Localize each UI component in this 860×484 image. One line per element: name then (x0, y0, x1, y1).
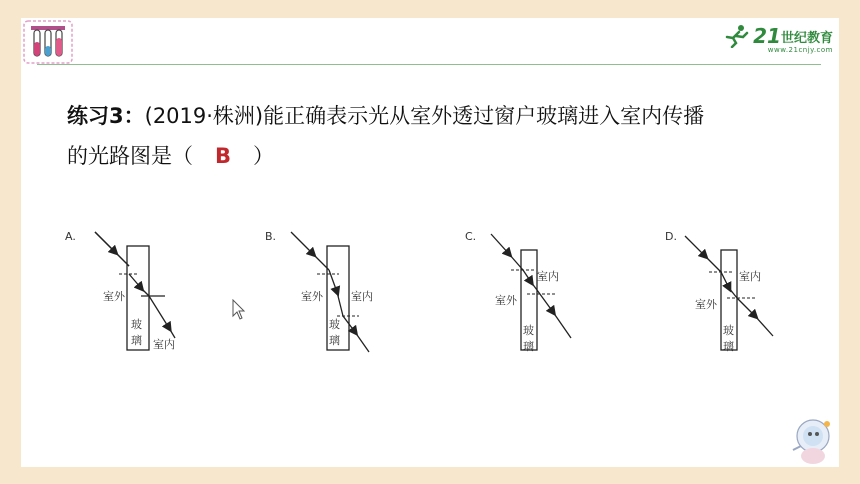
option-letter: C. (465, 230, 477, 243)
diagram-d[interactable] (665, 226, 805, 386)
glass-label-2: 璃 (329, 334, 340, 347)
glass-label-2: 璃 (723, 340, 734, 353)
slide-canvas (21, 18, 839, 467)
outside-label: 室外 (103, 290, 125, 303)
logo-name: 世纪教育 (780, 30, 833, 46)
diagram-c[interactable] (465, 226, 605, 386)
test-tubes-icon (23, 20, 73, 64)
outside-label: 室外 (495, 294, 517, 307)
mouse-cursor-icon (232, 299, 246, 321)
inside-label: 室内 (739, 270, 761, 283)
glass-label-1: 玻 (723, 324, 734, 337)
diagram-b[interactable] (265, 226, 405, 386)
brand-logo (723, 21, 833, 54)
glass-label-2: 璃 (523, 340, 534, 353)
logo-number: 21 (753, 24, 781, 48)
logo-url: www.21cnjy.com (767, 46, 833, 54)
option-letter: B. (265, 230, 277, 243)
question-close: ） (253, 144, 275, 168)
inside-label: 室内 (537, 270, 559, 283)
question-body-1: (2019·株洲)能正确表示光从室外透过窗户玻璃进入室内传播 (144, 104, 705, 128)
outside-label: 室外 (301, 290, 323, 303)
runner-icon (723, 24, 749, 48)
inside-label: 室内 (351, 290, 373, 303)
inside-label: 室内 (153, 338, 175, 351)
glass-label-1: 玻 (131, 318, 142, 331)
astronaut-mascot-icon (783, 410, 843, 470)
answer-badge: B (215, 144, 232, 168)
glass-label-1: 玻 (329, 318, 340, 331)
option-letter: A. (65, 230, 76, 243)
question-text (67, 96, 827, 176)
question-line-2 (67, 136, 827, 176)
option-letter: D. (665, 230, 677, 243)
diagram-a[interactable] (65, 226, 205, 386)
question-line-1 (67, 96, 827, 136)
question-body-2: 的光路图是（ (67, 144, 193, 168)
glass-label-1: 玻 (523, 324, 534, 337)
outside-label: 室外 (695, 298, 717, 311)
glass-label-2: 璃 (131, 334, 142, 347)
exercise-label: 练习3： (67, 104, 145, 128)
header-divider (37, 64, 821, 65)
